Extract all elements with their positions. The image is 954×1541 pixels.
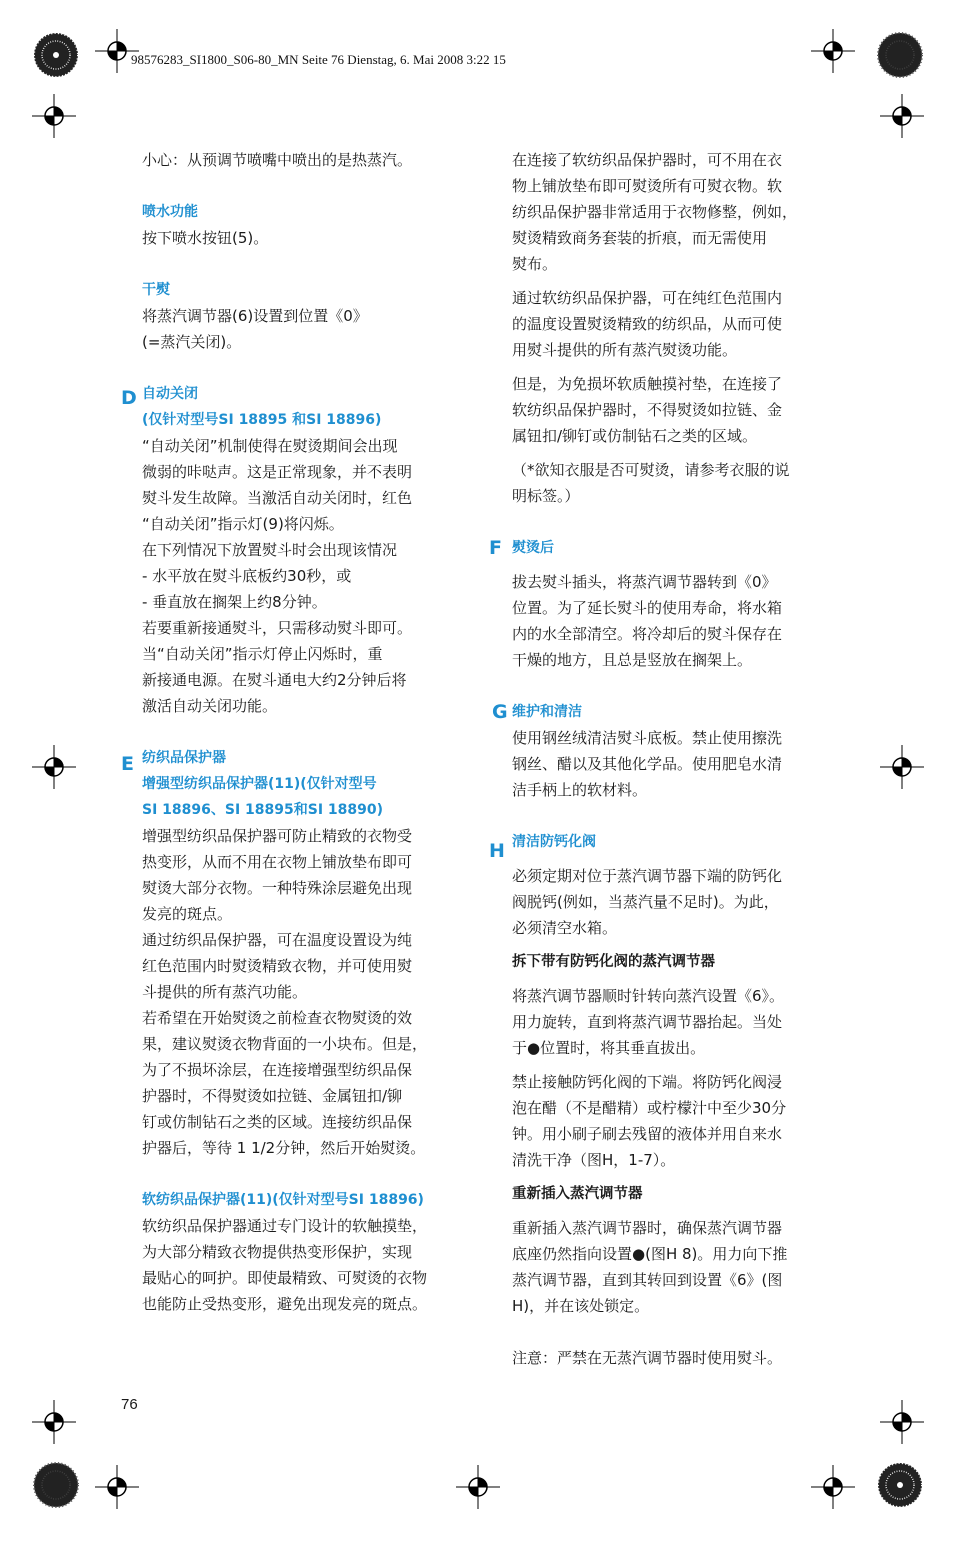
caution-text: 小心：从预调节喷嘴中喷出的是热蒸汽。 <box>142 151 413 169</box>
registration-mark-bottom-center <box>456 1465 500 1509</box>
reinsert-regulator-line: 蒸汽调节器，直到其转回到设置《6》(图 <box>512 1271 783 1289</box>
spray-text: 按下喷水按钮(5)。 <box>142 229 269 247</box>
protector-line: 热变形，从而不用在衣物上铺放垫布即可 <box>142 853 413 871</box>
maintenance-line: 使用钢丝绒清洁熨斗底板。禁止使用擦洗 <box>512 729 783 747</box>
soft-protector-heading: 软纺织品保护器(11)(仅针对型号SI 18896) <box>142 1192 424 1208</box>
section-letter-g: G <box>492 701 508 723</box>
registration-mark-bottom-left <box>95 1465 139 1509</box>
auto-off-line: “自动关闭”机制使得在熨烫期间会出现 <box>142 437 398 455</box>
soft-protector-line: 最贴心的呵护。即使最精致、可熨烫的衣物 <box>142 1269 428 1287</box>
starburst-target-bottom-left <box>32 1461 80 1509</box>
soft-usage-line: 物上铺放垫布即可熨烫所有可熨衣物。软 <box>512 177 783 195</box>
soft-protector-line: 软纺织品保护器通过专门设计的软触摸垫， <box>142 1217 428 1235</box>
maintenance-heading: 维护和清洁 <box>512 704 582 720</box>
soft-warning-line: 属钮扣/铆钉或仿制钻石之类的区域。 <box>512 427 758 445</box>
protector-line: 果，建议熨烫衣物背面的一小块布。但是， <box>142 1035 428 1053</box>
soft-warning-line: 软纺织品保护器时，不得熨烫如拉链、金 <box>512 401 783 419</box>
anti-calc-line: 阀脱钙(例如，当蒸汽量不足时)。为此， <box>512 893 779 911</box>
registration-mark-left-middle <box>32 745 76 789</box>
soft-usage-line: 熨烫精致商务套装的折痕，而无需使用 <box>512 229 768 247</box>
protector-line: 红色范围内时熨烫精致衣物，并可使用熨 <box>142 957 413 975</box>
auto-off-line: 若要重新接通熨斗，只需移动熨斗即可。 <box>142 619 413 637</box>
protector-line: 发亮的斑点。 <box>142 905 233 923</box>
protector-line: 熨烫大部分衣物。一种特殊涂层避免出现 <box>142 879 413 897</box>
auto-off-line: 新接通电源。在熨斗通电大约2分钟后将 <box>142 671 407 689</box>
label-note-line: （*欲知衣服是否可熨烫，请参考衣服的说 <box>512 461 790 479</box>
section-letter-h: H <box>489 840 505 862</box>
textile-protector-heading: 纺织品保护器 <box>142 750 226 766</box>
clean-valve-line: 钟。用小刷子刷去残留的液体并用自来水 <box>512 1125 783 1143</box>
after-ironing-heading: 熨烫后 <box>512 540 554 556</box>
note-text: 注意：严禁在无蒸汽调节器时使用熨斗。 <box>512 1349 783 1367</box>
after-ironing-line: 内的水全部清空。将冷却后的熨斗保存在 <box>512 625 783 643</box>
dry-heading: 干熨 <box>142 282 170 298</box>
spray-heading: 喷水功能 <box>142 204 198 220</box>
starburst-target-top-right <box>876 31 924 79</box>
auto-off-heading: 自动关闭 <box>142 386 198 402</box>
clean-valve-line: 禁止接触防钙化阀的下端。将防钙化阀浸 <box>512 1073 783 1091</box>
registration-mark-left-lower <box>32 1400 76 1444</box>
page-number: 76 <box>121 1396 138 1413</box>
reinsert-regulator-line: 底座仍然指向设置●(图H 8)。用力向下推 <box>512 1245 788 1263</box>
soft-usage-line: 纺织品保护器非常适用于衣物修整，例如， <box>512 203 798 221</box>
auto-off-line: 当“自动关闭”指示灯停止闪烁时，重 <box>142 645 383 663</box>
registration-mark-right-middle <box>880 745 924 789</box>
print-header: 98576283_SI1800_S06-80_MN Seite 76 Dienstag, 6. Mai 2008 3:22 15 <box>131 52 506 67</box>
protector-line: 钉或仿制钻石之类的区域。连接纺织品保 <box>142 1113 413 1131</box>
auto-off-line: 在下列情况下放置熨斗时会出现该情况 <box>142 541 398 559</box>
registration-mark-top-right <box>811 29 855 73</box>
clean-valve-line: 清洗干净（图H，1-7）。 <box>512 1151 676 1169</box>
auto-off-line: - 垂直放在搁架上约8分钟。 <box>142 593 327 611</box>
registration-mark-bottom-right <box>811 1465 855 1509</box>
label-note-line: 明标签。） <box>512 487 580 505</box>
protector-line: 通过纺织品保护器，可在温度设置设为纯 <box>142 931 413 949</box>
anti-calc-heading: 清洁防钙化阀 <box>512 834 596 850</box>
soft-temp-line: 通过软纺织品保护器，可在纯红色范围内 <box>512 289 783 307</box>
auto-off-line: “自动关闭”指示灯(9)将闪烁。 <box>142 515 344 533</box>
protector-line: 护器时，不得熨烫如拉链、金属钮扣/铆 <box>142 1087 403 1105</box>
remove-regulator-heading: 拆下带有防钙化阀的蒸汽调节器 <box>512 954 715 970</box>
protector-line: 护器后，等待 1 1/2分钟，然后开始熨烫。 <box>142 1139 426 1157</box>
auto-off-line: 微弱的咔哒声。这是正常现象，并不表明 <box>142 463 413 481</box>
auto-off-line: - 水平放在熨斗底板约30秒，或 <box>142 567 352 585</box>
soft-temp-line: 的温度设置熨烫精致的纺织品，从而可使 <box>512 315 783 333</box>
soft-usage-line: 熨布。 <box>512 255 558 273</box>
enhanced-protector-subheading-2: SI 18896、SI 18895和SI 18890) <box>142 802 384 818</box>
auto-off-line: 激活自动关闭功能。 <box>142 697 278 715</box>
remove-regulator-line: 用力旋转，直到将蒸汽调节器抬起。当处 <box>512 1013 783 1031</box>
enhanced-protector-subheading-1: 增强型纺织品保护器(11)(仅针对型号 <box>142 776 377 792</box>
starburst-target-bottom-right <box>876 1461 924 1509</box>
protector-line: 为了不损坏涂层，在连接增强型纺织品保 <box>142 1061 413 1079</box>
remove-regulator-line: 将蒸汽调节器顺时针转向蒸汽设置《6》。 <box>512 987 785 1005</box>
registration-mark-right-upper <box>880 94 924 138</box>
soft-temp-line: 用熨斗提供的所有蒸汽熨烫功能。 <box>512 341 738 359</box>
soft-protector-line: 为大部分精致衣物提供热变形保护，实现 <box>142 1243 413 1261</box>
after-ironing-line: 拔去熨斗插头，将蒸汽调节器转到《0》 <box>512 573 777 591</box>
protector-line: 若希望在开始熨烫之前检查衣物熨烫的效 <box>142 1009 413 1027</box>
soft-protector-line: 也能防止受热变形，避免出现发亮的斑点。 <box>142 1295 428 1313</box>
soft-usage-line: 在连接了软纺织品保护器时，可不用在衣 <box>512 151 783 169</box>
section-letter-e: E <box>121 753 134 775</box>
registration-mark-top-left <box>95 29 139 73</box>
section-letter-f: F <box>489 537 502 559</box>
anti-calc-line: 必须定期对位于蒸汽调节器下端的防钙化 <box>512 867 783 885</box>
dry-text-line2: (=蒸汽关闭)。 <box>142 333 242 351</box>
protector-line: 斗提供的所有蒸汽功能。 <box>142 983 308 1001</box>
auto-off-line: 熨斗发生故障。当激活自动关闭时，红色 <box>142 489 413 507</box>
after-ironing-line: 干燥的地方，且总是竖放在搁架上。 <box>512 651 753 669</box>
registration-mark-right-lower <box>880 1400 924 1444</box>
protector-line: 增强型纺织品保护器可防止精致的衣物受 <box>142 827 413 845</box>
after-ironing-line: 位置。为了延长熨斗的使用寿命，将水箱 <box>512 599 783 617</box>
reinsert-regulator-line: H)，并在该处锁定。 <box>512 1297 650 1315</box>
soft-warning-line: 但是，为免损坏软质触摸衬垫，在连接了 <box>512 375 783 393</box>
registration-mark-left-upper <box>32 94 76 138</box>
dry-text-line1: 将蒸汽调节器(6)设置到位置《0》 <box>142 307 368 325</box>
reinsert-regulator-line: 重新插入蒸汽调节器时，确保蒸汽调节器 <box>512 1219 783 1237</box>
section-letter-d: D <box>121 387 137 409</box>
remove-regulator-line: 于●位置时，将其垂直拔出。 <box>512 1039 706 1057</box>
left-column <box>142 147 472 1317</box>
right-column <box>512 147 842 1371</box>
maintenance-line: 钢丝、醋以及其他化学品。使用肥皂水清 <box>512 755 783 773</box>
anti-calc-line: 必须清空水箱。 <box>512 919 618 937</box>
maintenance-line: 洁手柄上的软材料。 <box>512 781 648 799</box>
auto-off-subheading: (仅针对型号SI 18895 和SI 18896) <box>142 412 382 428</box>
clean-valve-line: 泡在醋（不是醋精）或柠檬汁中至少30分 <box>512 1099 787 1117</box>
starburst-target-top-left <box>32 31 80 79</box>
reinsert-regulator-heading: 重新插入蒸汽调节器 <box>512 1186 643 1202</box>
